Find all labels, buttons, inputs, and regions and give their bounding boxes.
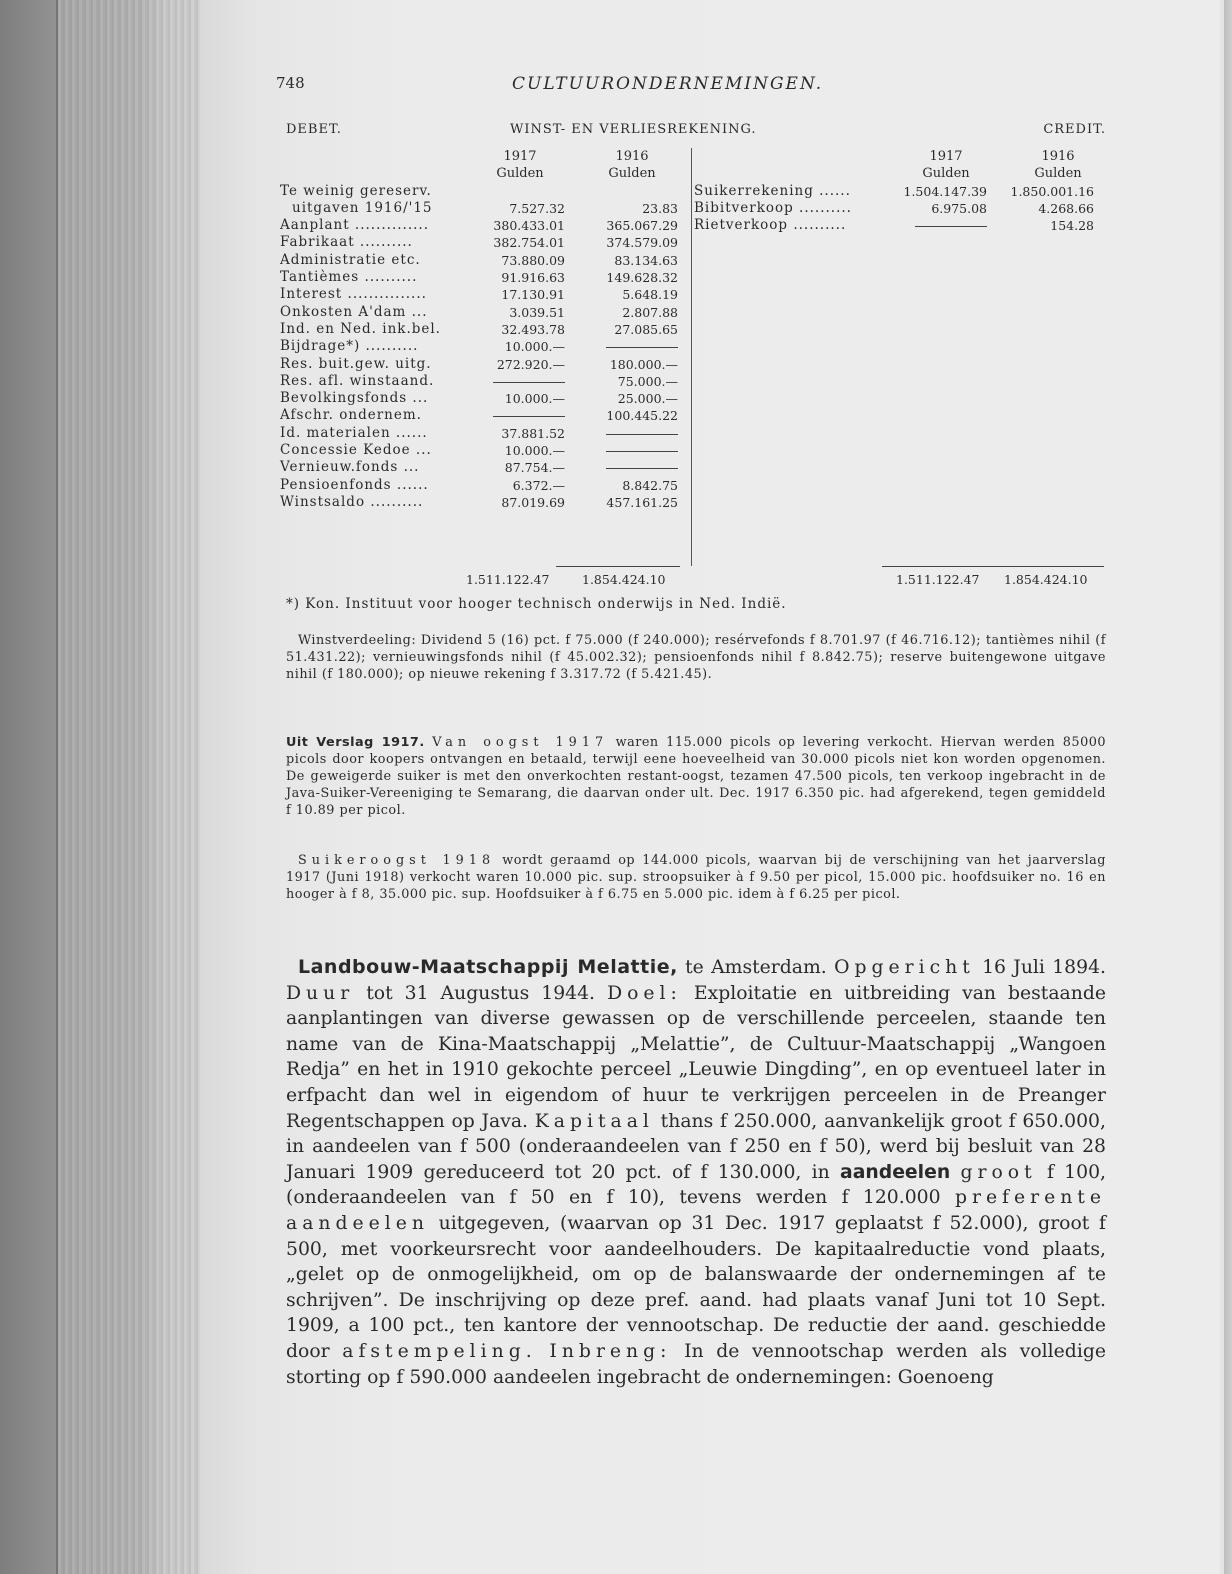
credit-total-rule: [882, 566, 1104, 567]
value-1917: 10.000.—: [504, 391, 565, 407]
year-1916: 1916: [1041, 149, 1075, 164]
value-1917: 37.881.52: [501, 425, 565, 441]
empty-dash: [915, 226, 987, 227]
value-1916: 100.445.22: [606, 408, 678, 424]
row-label: Winstsaldo ..........: [280, 493, 424, 510]
verslag-paragraph-1: [286, 734, 1106, 819]
value-1917: 87.019.69: [501, 494, 565, 510]
credit-year-header: [694, 148, 1104, 165]
value-1916: 365.067.29: [606, 218, 678, 234]
table-row: [280, 356, 690, 373]
table-row: [280, 304, 690, 321]
keyword-opgericht: Opgericht: [834, 957, 975, 978]
credit-unit-header: [694, 165, 1104, 182]
row-label: Res. afl. winstaand.: [280, 372, 435, 389]
value-1916: 23.83: [642, 200, 678, 216]
value-1917: 32.493.78: [501, 321, 565, 337]
value-1916: 5.648.19: [622, 287, 678, 303]
row-label: Bijdrage*) ..........: [280, 338, 419, 355]
verslag-heading: Uit Verslag 1917.: [286, 735, 425, 750]
table-divider: [691, 148, 692, 566]
row-label: Aanplant ..............: [280, 217, 429, 234]
value-1917: 10.000.—: [504, 443, 565, 459]
verslag-p2-text: wordt geraamd op 144.000 picols, waarvan bij de verschijning van het jaarverslag 1917 (Juni 1918) verkocht waren 10.000 pic. sup. stroopsuiker à f 9.50 per picol, 15.000 pic. hoofdsuiker no. 16 en hooger à f 8, 35.000 pic. sup. Hoofdsuiker à f 6.75 en 5.000 pic. idem à f 6.25 per picol.: [286, 853, 1106, 902]
value-1917: 91.916.63: [501, 270, 565, 286]
credit-total-1916: 1.854.424.10: [1004, 572, 1088, 587]
value-1917: 6.975.08: [931, 200, 987, 216]
credit-title: CREDIT.: [1043, 122, 1106, 137]
row-label: Tantièmes ..........: [280, 269, 418, 286]
value-1916: 1.850.001.16: [1010, 183, 1094, 199]
table-row: [280, 442, 690, 459]
page-right-edge: [1224, 0, 1232, 1574]
debit-total-1916: 1.854.424.10: [582, 572, 666, 587]
company-location: te Amsterdam.: [685, 957, 827, 978]
year-1917: 1917: [929, 149, 963, 164]
row-label: Rietverkoop ..........: [694, 217, 847, 234]
row-label: Fabrikaat ..........: [280, 234, 413, 251]
table-row: [280, 183, 690, 200]
inbreng-text: In de vennootschap werden als volledige storting op f 590.000 aandeelen ingebracht de ondernemingen: Goenoeng: [286, 1340, 1106, 1388]
keyword-preferente-aandeelen: preferente aandeelen: [286, 1187, 1106, 1234]
credit-rows: [694, 183, 1104, 235]
company-entry: [286, 955, 1106, 1390]
value-1917: 1.504.147.39: [903, 183, 987, 199]
empty-dash: [493, 382, 565, 383]
row-label: Ind. en Ned. ink.bel.: [280, 320, 441, 337]
book-spine-shadow: [0, 0, 58, 1574]
debit-column: [280, 148, 690, 511]
value-1916: 2.807.88: [622, 304, 678, 320]
table-titles: [276, 122, 1106, 142]
value-1917: 382.754.01: [493, 235, 565, 251]
table-row: [280, 425, 690, 442]
page-number: 748: [276, 74, 305, 92]
value-1917: 17.130.91: [501, 287, 565, 303]
duration-text: tot 31 Augustus 1944.: [366, 982, 596, 1004]
table-row: [280, 200, 690, 217]
table-row: [280, 286, 690, 303]
value-1916: [606, 425, 678, 442]
row-label: Bibitverkoop ..........: [694, 199, 852, 216]
row-label: Onkosten A'dam ...: [280, 303, 428, 320]
debit-year-header: [280, 148, 690, 165]
table-row: [694, 183, 1104, 200]
empty-dash: [606, 451, 678, 452]
debit-rows: [280, 183, 690, 512]
value-1917: 73.880.09: [501, 252, 565, 268]
table-row: [280, 477, 690, 494]
value-1916: [606, 338, 678, 355]
value-1917: 10.000.—: [504, 339, 565, 355]
table-row: [694, 200, 1104, 217]
credit-column: [694, 148, 1104, 234]
founding-date: 16 Juli 1894.: [982, 957, 1106, 978]
keyword-groot: groot: [960, 1161, 1037, 1183]
row-label: Administratie etc.: [280, 251, 421, 268]
verslag-p1-text: waren 115.000 picols op levering verkocht. Hiervan werden 85000 picols door koopers ontvangen en betaald, terwijl eene hoeveelheid van 30.000 picols niet kon worden opgenomen. De geweigerde suiker is met den onverkochten restant-oogst, tezamen 47.500 picols, ten verkoop ingebracht in de Java-Suiker-Vereeniging te Semarang, die daarvan onder ult. Dec. 1917 6.350 pic. had afgerekend, tegen gemiddeld f 10.89 per picol.: [286, 735, 1107, 818]
running-title: CULTUURONDERNEMINGEN.: [512, 74, 824, 94]
table-row: [280, 390, 690, 407]
page-header: [276, 74, 1096, 98]
row-label: uitgaven 1916/'15: [292, 199, 433, 216]
value-1917: [493, 407, 565, 424]
value-1916: [606, 459, 678, 476]
keyword-doel: Doel:: [607, 982, 682, 1004]
table-row: [280, 252, 690, 269]
row-label: Bevolkingsfonds ...: [280, 390, 429, 407]
verslag-paragraph-2: [286, 852, 1106, 903]
row-label: Suikerrekening ......: [694, 182, 851, 199]
value-1916: 180.000.—: [609, 356, 678, 372]
row-label: Pensioenfonds ......: [280, 476, 429, 493]
keyword-afstempeling: afstempeling.: [342, 1340, 537, 1362]
value-1916: 25.000.—: [617, 391, 678, 407]
table-row: [280, 338, 690, 355]
value-1916: 8.842.75: [622, 477, 678, 493]
keyword-aandeelen: aandeelen: [840, 1161, 951, 1183]
table-row: [280, 373, 690, 390]
value-1917: 87.754.—: [504, 460, 565, 476]
debit-total-rule: [556, 566, 680, 567]
winstverdeeling-paragraph: Winstverdeeling: Dividend 5 (16) pct. f 75.000 (f 240.000); resérvefonds f 8.701.97 (f 46.716.12); tantièmes nihil (f 51.431.22); vernieuwingsfonds nihil (f 45.002.32); pensioenfonds nihil f 8.842.75); reserve buitengewone uitgave nihil (f 180.000); op nieuwe rekening f 3.317.72 (f 5.421.45).: [286, 633, 1106, 682]
unit-1917: Gulden: [496, 166, 544, 182]
row-label: Concessie Kedoe ...: [280, 442, 432, 459]
empty-dash: [606, 434, 678, 435]
company-name: Landbouw-Maatschappij Melattie,: [298, 956, 678, 978]
row-label: Res. buit.gew. uitg.: [280, 355, 432, 372]
table-footnote: *) Kon. Instituut voor hooger technisch onderwijs in Ned. Indië.: [286, 596, 787, 612]
debit-unit-header: [280, 165, 690, 182]
year-1917: 1917: [503, 149, 537, 164]
value-1917: 380.433.01: [493, 218, 565, 234]
table-row: [280, 269, 690, 286]
value-1916: 374.579.09: [606, 235, 678, 251]
value-1917: [915, 217, 987, 234]
value-1917: [493, 373, 565, 390]
unit-1917: Gulden: [922, 166, 970, 182]
capital-text: thans f 250.000, aanvankelijk groot f 650.000, in aandeelen van f 500 (onderaandeelen van f 250 en f 50), werd bij besluit van 28 Januari 1909 gereduceerd tot 20 pct. of f 130.000, in: [286, 1110, 1106, 1183]
table-row: [694, 217, 1104, 234]
keyword-duur: Duur: [286, 982, 355, 1004]
shares-text: f 100, (onderaandeelen van f 50 en f 10), tevens werden f 120.000: [286, 1161, 1106, 1209]
reduction-text: uitgegeven, (waarvan op 31 Dec. 1917 geplaatst f 52.000), groot f 500, met voorkeursrecht voor aandeelhouders. De kapitaalreductie vond plaats, „gelet op de onmogelijkheid, om op de balanswaarde der ondernemingen af te schrijven”. De inschrijving op deze pref. aand. had plaats vanaf Juni tot 10 Sept. 1909, a 100 pct., ten kantore der vennootschap. De reductie der aand. geschiedde door: [286, 1212, 1106, 1362]
value-1917: 272.920.—: [496, 356, 565, 372]
debit-total-1917: 1.511.122.47: [466, 572, 550, 587]
empty-dash: [493, 416, 565, 417]
row-label: Afschr. ondernem.: [280, 407, 422, 424]
table-row: [280, 217, 690, 234]
value-1916: 154.28: [1050, 218, 1094, 234]
credit-total-1917: 1.511.122.47: [896, 572, 980, 587]
year-1916: 1916: [615, 149, 649, 164]
unit-1916: Gulden: [1034, 166, 1082, 182]
table-row: [280, 234, 690, 251]
keyword-kapitaal: Kapitaal: [534, 1110, 654, 1132]
purpose-text: Exploitatie en uitbreiding van bestaande aanplantingen van diverse gewassen op de verschillende perceelen, staande ten name van de Kina-Maatschappij „Melattie”, de Cultuur-Maatschappij „Wangoen Redja” en het in 1910 gekochte perceel „Leuwie Dingding”, en op eventueel later in erfpacht dan wel in eigendom of huur te verkrijgen perceelen in de Preanger Regentschappen op Java.: [286, 982, 1106, 1132]
empty-dash: [606, 468, 678, 469]
value-1916: 4.268.66: [1038, 200, 1094, 216]
keyword-inbreng: Inbreng:: [549, 1340, 672, 1362]
value-1917: 3.039.51: [509, 304, 565, 320]
empty-dash: [606, 347, 678, 348]
table-row: [280, 407, 690, 424]
value-1916: 27.085.65: [614, 321, 678, 337]
debet-title: DEBET.: [286, 122, 342, 137]
table-row: [280, 494, 690, 511]
value-1916: 149.628.32: [606, 270, 678, 286]
value-1916: 457.161.25: [606, 494, 678, 510]
table-row: [280, 321, 690, 338]
value-1917: 7.527.32: [509, 200, 565, 216]
table-row: [280, 459, 690, 476]
value-1916: [606, 442, 678, 459]
row-label: Id. materialen ......: [280, 424, 428, 441]
suikeroogst-keyword: Suikeroogst 1918: [298, 853, 496, 868]
row-label: Vernieuw.fonds ...: [280, 459, 420, 476]
table-title: WINST- EN VERLIESREKENING.: [510, 122, 757, 137]
value-1916: 83.134.63: [614, 252, 678, 268]
row-label: Te weinig gereserv.: [280, 182, 432, 199]
value-1917: 6.372.—: [512, 477, 565, 493]
row-label: Interest ...............: [280, 286, 427, 303]
value-1916: 75.000.—: [617, 373, 678, 389]
verslag-oogst-keyword: Van oogst 1917: [432, 735, 609, 750]
unit-1916: Gulden: [608, 166, 656, 182]
